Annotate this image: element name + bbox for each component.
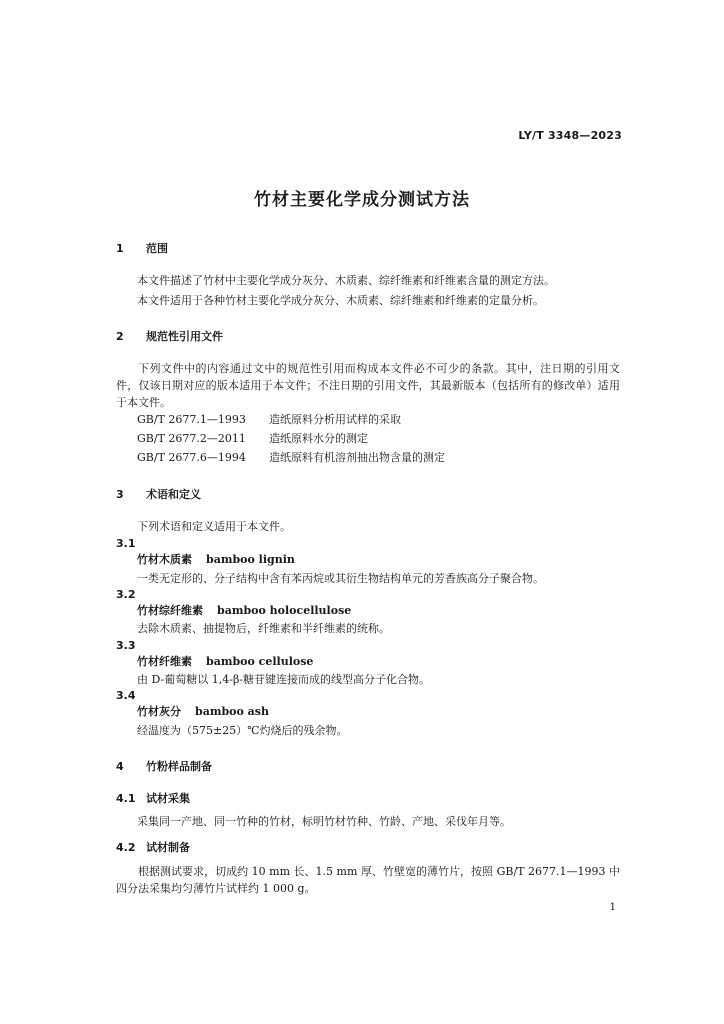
paragraph: 本文件适用于各种竹材主要化学成分灰分、木质素、综纤维素和纤维素的定量分析。	[137, 294, 544, 307]
term-en: bamboo ash	[195, 705, 269, 718]
section-4-heading	[116, 758, 212, 774]
term-en: bamboo cellulose	[206, 655, 314, 668]
standard-code: LY/T 3348—2023	[518, 129, 622, 142]
page-number: 1	[609, 902, 616, 913]
paragraph: 下列文件中的内容通过文中的规范性引用而构成本文件必不可少的条款。其中，注日期的引用文件，仅该日期对应的版本适用于本文件；不注日期的引用文件，其最新版本（包括所有的修改单）适用于本文件。	[116, 362, 620, 409]
section-3-heading	[116, 486, 201, 502]
paragraph: 根据测试要求，切成约 10 mm 长、1.5 mm 厚、竹壁宽的薄竹片，按照 GB/T 2677.1—1993 中四分法采集均匀薄竹片试样约 1 000 g。	[116, 865, 620, 895]
term-definition: 去除木质素、抽提物后，纤维素和半纤维素的统称。	[137, 622, 390, 635]
term-zh: 竹材灰分	[137, 705, 181, 718]
subsection-title: 试材制备	[146, 841, 190, 854]
reference-name: 造纸原料有机溶剂抽出物含量的测定	[269, 451, 445, 464]
section-2-heading	[116, 328, 223, 344]
paragraph: 采集同一产地、同一竹种的竹材，标明竹材竹种、竹龄、产地、采伐年月等。	[137, 815, 511, 828]
section-title: 术语和定义	[146, 488, 201, 501]
subsection-number: 4.1	[116, 792, 136, 805]
term-heading	[137, 703, 269, 720]
term-heading	[137, 602, 351, 619]
reference-code: GB/T 2677.6—1994	[137, 451, 246, 464]
term-zh: 竹材综纤维素	[137, 604, 203, 617]
reference-name: 造纸原料分析用试样的采取	[269, 413, 401, 426]
term-number: 3.3	[116, 639, 136, 652]
document-title: 竹材主要化学成分测试方法	[254, 190, 470, 210]
term-en: bamboo holocellulose	[217, 604, 352, 617]
section-1-heading	[116, 240, 168, 256]
paragraph: 本文件描述了竹材中主要化学成分灰分、木质素、综纤维素和纤维素含量的测定方法。	[137, 274, 555, 287]
term-number: 3.4	[116, 689, 136, 702]
subsection-heading	[116, 839, 190, 855]
section-number: 3	[116, 488, 124, 501]
term-number: 3.1	[116, 537, 136, 550]
section-number: 2	[116, 330, 124, 343]
reference-item	[137, 449, 445, 466]
term-definition: 经温度为（575±25）℃灼烧后的残余物。	[137, 724, 348, 737]
subsection-number: 4.2	[116, 841, 136, 854]
term-heading	[137, 551, 295, 568]
term-zh: 竹材木质素	[137, 553, 192, 566]
subsection-heading	[116, 790, 190, 806]
term-definition: 一类无定形的、分子结构中含有苯丙烷或其衍生物结构单元的芳香族高分子聚合物。	[137, 572, 544, 585]
term-heading	[137, 653, 313, 670]
reference-code: GB/T 2677.2—2011	[137, 432, 246, 445]
reference-name: 造纸原料水分的测定	[269, 432, 368, 445]
section-number: 1	[116, 242, 124, 255]
section-number: 4	[116, 760, 124, 773]
term-number: 3.2	[116, 588, 136, 601]
section-title: 范围	[146, 242, 168, 255]
reference-code: GB/T 2677.1—1993	[137, 413, 246, 426]
section-title: 竹粉样品制备	[146, 760, 212, 773]
reference-item	[137, 411, 401, 428]
term-zh: 竹材纤维素	[137, 655, 192, 668]
section-title: 规范性引用文件	[146, 330, 223, 343]
paragraph: 下列术语和定义适用于本文件。	[137, 520, 291, 533]
term-definition: 由 D-葡萄糖以 1,4-β-糖苷键连接而成的线型高分子化合物。	[137, 673, 431, 686]
term-en: bamboo lignin	[206, 553, 295, 566]
subsection-title: 试材采集	[146, 792, 190, 805]
reference-item	[137, 430, 368, 447]
